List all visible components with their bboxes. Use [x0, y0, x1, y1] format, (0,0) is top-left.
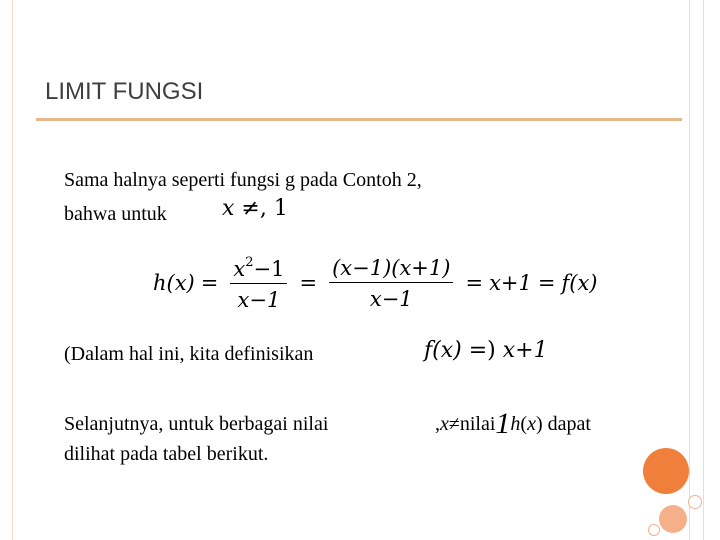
body-line-4: Selanjutnya, untuk berbagai nilai	[64, 413, 329, 435]
main-equation	[153, 248, 598, 318]
overlay-x: x	[440, 413, 449, 435]
equation-mid: x+1	[489, 271, 532, 295]
definition-close: )	[487, 338, 496, 363]
condition-val: 1	[273, 196, 288, 221]
definition-expression	[424, 338, 548, 363]
overlay-suffix: dapat	[547, 413, 591, 435]
decor-circle-medium	[659, 505, 687, 533]
frac1-num-exp: 2	[245, 254, 254, 270]
frac1-num-base: x	[233, 256, 246, 281]
overlay-hx-close: )	[535, 413, 543, 435]
body-line-5: dilihat pada tabel berikut.	[64, 443, 269, 465]
condition-var: x	[222, 196, 235, 221]
body-line-1: Sama halnya seperti fungsi g pada Contoh 2,	[64, 169, 422, 191]
decor-circle-large	[643, 448, 689, 494]
condition-expression	[222, 196, 288, 221]
decor-circle-outline-small	[648, 524, 660, 536]
slide-right-border	[689, 0, 720, 540]
equation-eq2: =	[299, 271, 318, 295]
slide-right-border-line	[703, 0, 704, 540]
equation-eq3: =	[465, 271, 484, 295]
frac1-num-rest: −1	[253, 256, 285, 281]
fraction-2-denominator: x−1	[369, 286, 413, 311]
overlay-expression	[435, 407, 591, 441]
fraction-2-numerator: (x−1)(x+1)	[329, 256, 453, 283]
body-line-3: (Dalam hal ini, kita definisikan	[64, 343, 314, 365]
definition-rhs: x+1	[502, 338, 548, 363]
fraction-1	[230, 255, 287, 312]
equation-lhs: h(x)	[153, 271, 195, 295]
condition-op: ≠	[241, 196, 260, 221]
overlay-big-one: 1	[495, 407, 511, 440]
decor-circle-outline	[688, 495, 702, 509]
body-line-2: bahwa untuk	[64, 203, 167, 225]
overlay-prefix: ,	[435, 413, 440, 435]
condition-sep: ,	[259, 196, 267, 221]
slide-title: LIMIT FUNGSI	[45, 78, 204, 105]
overlay-hx-var: x	[527, 413, 536, 435]
overlay-hx-open: (	[520, 413, 528, 435]
equation-rhs: f(x)	[561, 271, 598, 295]
slide-left-border	[0, 0, 13, 540]
overlay-op: ≠	[448, 413, 460, 435]
fraction-1-numerator	[230, 255, 287, 284]
equation-eq4: =	[537, 271, 556, 295]
fraction-2	[329, 256, 453, 311]
fraction-1-denominator: x−1	[237, 287, 281, 312]
overlay-label: nilai	[459, 413, 496, 435]
title-underline	[36, 118, 682, 121]
overlay-h: h	[510, 413, 521, 435]
equation-eq1: =	[200, 271, 219, 295]
definition-op: =	[468, 338, 488, 363]
definition-lhs: f(x)	[424, 338, 462, 363]
